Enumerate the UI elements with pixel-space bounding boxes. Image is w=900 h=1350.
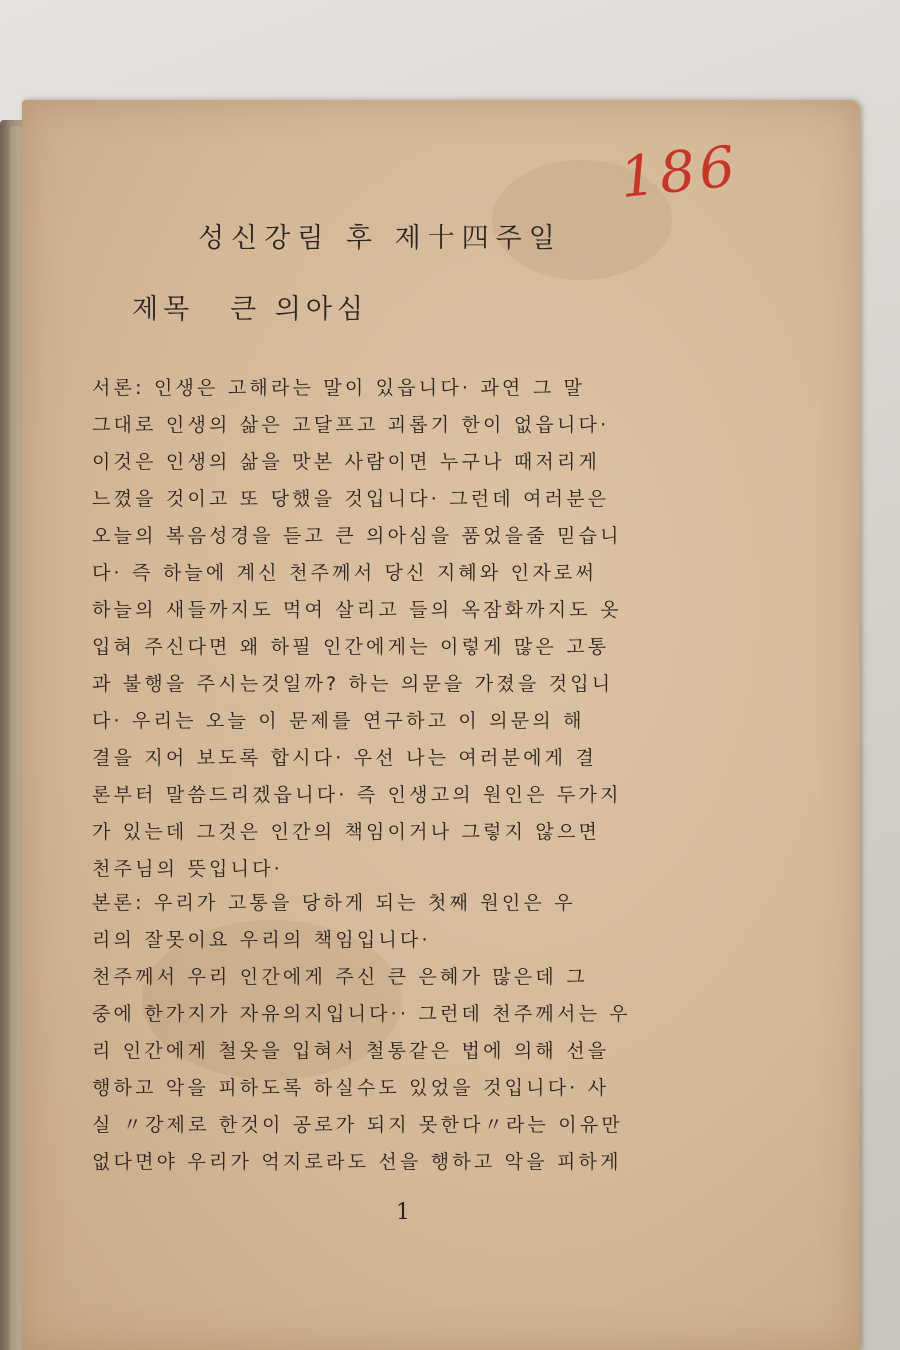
intro-line: 하늘의 새들까지도 먹여 살리고 들의 옥잠화까지도 옷 [92,599,622,621]
main-line: 없다면야 우리가 억지로라도 선을 행하고 악을 피하게 [92,1151,622,1173]
main-line: 행하고 악을 피하도록 하실수도 있었을 것입니다· 사 [92,1077,610,1099]
book-page [22,100,860,1350]
handwritten-page-number: 186 [616,133,742,212]
subject-label: 제목 [132,294,195,325]
subject-text: 큰 의아심 [230,294,369,325]
intro-line: 오늘의 복음성경을 듣고 큰 의아심을 품었을줄 믿습니 [92,525,622,547]
main-line: 실 〃강제로 한것이 공로가 되지 못한다〃라는 이유만 [92,1114,623,1136]
main-section [92,885,752,1181]
intro-line: 다· 즉 하늘에 계신 천주께서 당신 지혜와 인자로써 [92,562,597,584]
page-number: 1 [396,1200,410,1225]
subject-line [132,287,368,326]
main-line: 중에 한가지가 자유의지입니다·· 그런데 천주께서는 우 [92,1003,631,1025]
main-line: 리의 잘못이요 우리의 책임입니다· [92,929,431,951]
intro-line: 서론: 인생은 고해라는 말이 있읍니다· 과연 그 말 [92,377,586,399]
intro-section [92,370,752,888]
chapter-title: 성신강림 후 제十四주일 [198,223,562,254]
intro-line: 천주님의 뜻입니다· [92,858,283,880]
intro-line: 론부터 말씀드리겠읍니다· 즉 인생고의 원인은 두가지 [92,784,622,806]
intro-line: 과 불행을 주시는것일까? 하는 의문을 가졌을 것입니 [92,673,614,695]
main-line: 리 인간에게 철옷을 입혀서 철통같은 법에 의해 선을 [92,1040,610,1062]
intro-line: 느꼈을 것이고 또 당했을 것입니다· 그런데 여러분은 [92,488,610,510]
intro-line: 그대로 인생의 삶은 고달프고 괴롭기 한이 없읍니다· [92,414,610,436]
intro-line: 입혀 주신다면 왜 하필 인간에게는 이렇게 많은 고통 [92,636,610,658]
intro-line: 가 있는데 그것은 인간의 책임이거나 그렇지 않으면 [92,821,601,843]
page-content [22,100,860,1350]
main-line: 본론: 우리가 고통을 당하게 되는 첫째 원인은 우 [92,892,576,914]
intro-line: 이것은 인생의 삶을 맛본 사람이면 누구나 때저리게 [92,451,601,473]
main-line: 천주께서 우리 인간에게 주신 큰 은혜가 많은데 그 [92,966,588,988]
intro-line: 다· 우리는 오늘 이 문제를 연구하고 이 의문의 해 [92,710,585,732]
intro-line: 결을 지어 보도록 합시다· 우선 나는 여러분에게 결 [92,747,597,769]
